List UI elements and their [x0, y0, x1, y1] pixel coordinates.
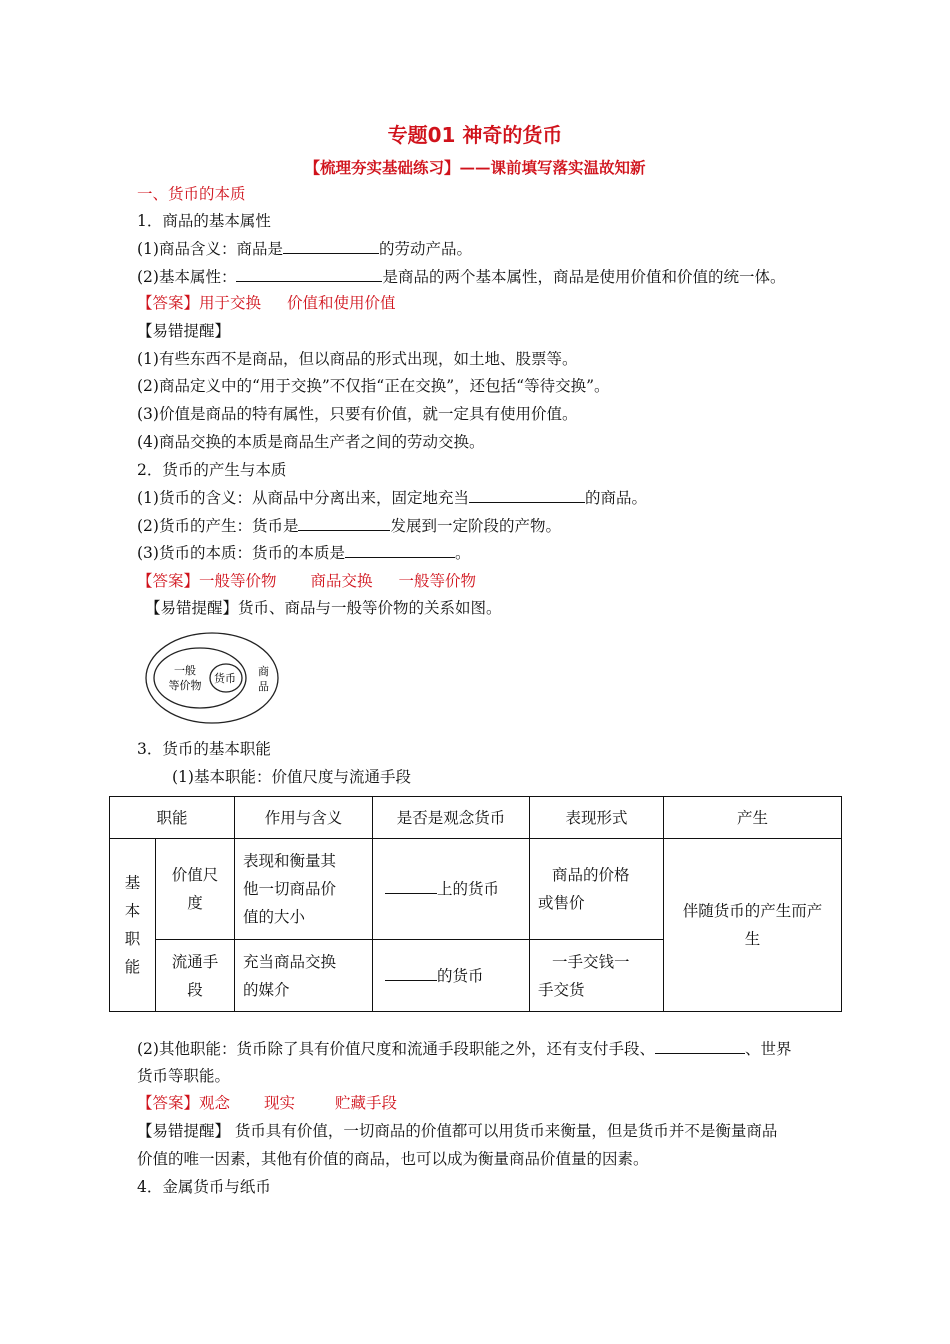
- money-type-cell: 上的货币: [373, 839, 530, 940]
- blank: [385, 965, 437, 981]
- blank: [345, 542, 455, 558]
- function-meaning: 充当商品交换 的媒介: [235, 940, 373, 1012]
- fill-line-commodity: (1)商品含义：商品是 的劳动产品。: [137, 240, 472, 258]
- fill-line-money-essence: (3)货币的本质：货币的本质是 。: [137, 544, 471, 562]
- subheading-basic-functions: (1)基本职能：价值尺度与流通手段: [172, 768, 411, 786]
- function-form: 一手交钱一 手交货: [530, 940, 664, 1012]
- item-heading-2: 2．货币的产生与本质: [137, 461, 287, 479]
- tip-line: 价值的唯一因素，其他有价值的商品，也可以成为衡量商品价值量的因素。: [137, 1150, 649, 1168]
- function-form: 商品的价格 或售价: [530, 839, 664, 940]
- item-heading-4: 4．金属货币与纸币: [137, 1178, 271, 1196]
- table-header: 产生: [664, 797, 842, 839]
- table-header: 职能: [110, 797, 235, 839]
- money-type-cell: 的货币: [373, 940, 530, 1012]
- blank: [283, 238, 379, 254]
- answer-line-3: 【答案】观念 现实 贮藏手段: [137, 1094, 398, 1112]
- section-heading: 一、货币的本质: [137, 185, 246, 203]
- venn-inner-label: 货币: [214, 672, 236, 685]
- text-line: 货币等职能。: [137, 1067, 231, 1085]
- fill-line-money-meaning: (1)货币的含义：从商品中分离出来，固定地充当 的商品。: [137, 489, 647, 507]
- tip-heading: 【易错提醒】: [137, 322, 231, 340]
- function-meaning: 表现和衡量其 他一切商品价 值的大小: [235, 839, 373, 940]
- blank: [655, 1038, 745, 1054]
- venn-outer-char: 品: [258, 680, 269, 693]
- page-title: 专题01 神奇的货币: [387, 123, 563, 147]
- fill-line-attributes: (2)基本属性： 是商品的两个基本属性，商品是使用价值和价值的统一体。: [137, 268, 786, 286]
- table-row: [110, 839, 842, 940]
- tip-line: (2)商品定义中的“用于交换”不仅指“正在交换”，还包括“等待交换”。: [137, 377, 610, 395]
- venn-outer-char: 商: [258, 665, 269, 678]
- venn-diagram: [145, 631, 285, 726]
- tip-diagram-caption: 【易错提醒】货币、商品与一般等价物的关系如图。: [145, 599, 502, 617]
- table-header: 作用与含义: [235, 797, 373, 839]
- function-name: 价值尺 度: [156, 839, 235, 940]
- table-header: 是否是观念货币: [373, 797, 530, 839]
- tip-line: (1)有些东西不是商品，但以商品的形式出现，如土地、股票等。: [137, 350, 578, 368]
- table-header-row: [110, 797, 842, 839]
- venn-middle-label-2: 等价物: [168, 679, 202, 692]
- blank: [469, 487, 585, 503]
- tip-line: (3)价值是商品的特有属性，只要有价值，就一定具有使用价值。: [137, 405, 578, 423]
- blank: [236, 266, 382, 282]
- functions-table: [109, 796, 842, 1012]
- blank: [298, 515, 390, 531]
- blank: [385, 878, 437, 894]
- page-subtitle: 【梳理夯实基础练习】——课前填写落实温故知新: [304, 158, 646, 177]
- item-heading-1: 1．商品的基本属性: [137, 212, 271, 230]
- function-origin: 伴随货币的产生而产 生: [664, 839, 842, 1012]
- venn-middle-label-1: 一般: [174, 664, 196, 677]
- fill-line-other-functions: (2)其他职能：货币除了具有价值尺度和流通手段职能之外，还有支付手段、 、世界: [137, 1040, 792, 1058]
- group-label-basic-functions: 基 本 职 能: [110, 839, 156, 1012]
- function-name: 流通手 段: [156, 940, 235, 1012]
- tip-line: (4)商品交换的本质是商品生产者之间的劳动交换。: [137, 433, 485, 451]
- answer-line-2: 【答案】一般等价物 商品交换 一般等价物: [137, 572, 477, 590]
- fill-line-money-origin: (2)货币的产生：货币是 发展到一定阶段的产物。: [137, 517, 561, 535]
- venn-outer-ellipse: [146, 633, 278, 723]
- venn-outer-label: [258, 664, 273, 693]
- item-heading-3: 3．货币的基本职能: [137, 740, 271, 758]
- answer-line-1: 【答案】用于交换 价值和使用价值: [137, 294, 396, 312]
- tip-line: 【易错提醒】 货币具有价值，一切商品的价值都可以用货币来衡量，但是货币并不是衡量商品: [137, 1122, 778, 1140]
- table-header: 表现形式: [530, 797, 664, 839]
